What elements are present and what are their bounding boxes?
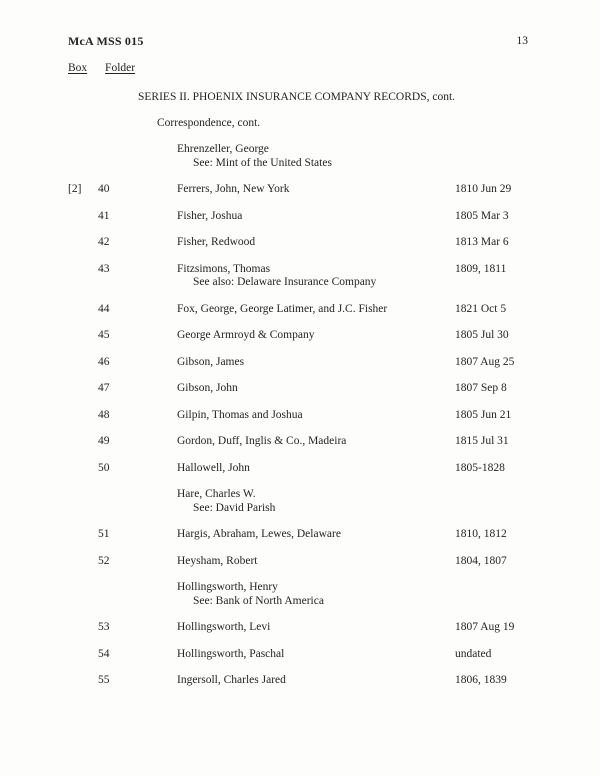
table-row — [68, 462, 568, 476]
table-row — [68, 329, 568, 343]
folder-cell — [98, 581, 177, 608]
entry-title: Gibson, James — [177, 355, 245, 368]
box-cell — [68, 674, 98, 688]
page-header — [68, 35, 528, 49]
box-cell — [68, 488, 98, 515]
entry-date: 1805 Mar 3 — [455, 209, 509, 222]
folder-number: 52 — [98, 554, 110, 567]
table-row — [68, 621, 568, 635]
table-row — [68, 555, 568, 569]
entry-title: Heysham, Robert — [177, 554, 258, 567]
entry-date: 1810 Jun 29 — [455, 183, 512, 195]
entry-title: George Armroyd & Company — [177, 329, 315, 341]
entry-title: Gilpin, Thomas and Joshua — [177, 408, 303, 421]
entry-title-cell — [177, 488, 455, 515]
box-number: [2] — [68, 183, 82, 195]
entry-date: 1804, 1807 — [455, 554, 507, 567]
entry-title: Gibson, John — [177, 382, 238, 394]
box-cell — [68, 382, 98, 396]
box-cell — [68, 581, 98, 608]
folder-number: 54 — [98, 647, 110, 660]
box-cell — [68, 143, 98, 170]
entry-title: Fox, George, George Latimer, and J.C. Fisher — [177, 302, 388, 315]
crossref-name: Ehrenzeller, George — [177, 143, 269, 155]
table-row — [68, 528, 568, 542]
box-cell — [68, 329, 98, 343]
box-cell — [68, 648, 98, 662]
entry-title-cell — [177, 581, 455, 608]
folder-cell — [98, 488, 177, 515]
table-row — [68, 435, 568, 449]
entry-title-cell — [177, 263, 455, 290]
table-row — [68, 356, 568, 370]
entry-date: 1815 Jul 31 — [455, 435, 509, 447]
entry-date: 1805 Jul 30 — [455, 329, 509, 341]
entry-title: Ferrers, John, New York — [177, 183, 290, 195]
folder-number: 41 — [98, 209, 110, 222]
entry-date: 1810, 1812 — [455, 528, 507, 540]
entry-title: Hargis, Abraham, Lewes, Delaware — [177, 528, 341, 540]
folder-number: 48 — [98, 408, 110, 421]
entry-date: 1806, 1839 — [455, 674, 507, 686]
crossref-name: Hollingsworth, Henry — [177, 581, 278, 593]
date-cell — [455, 488, 568, 515]
table-row — [68, 382, 568, 396]
folder-number: 45 — [98, 329, 110, 341]
entry-date: 1821 Oct 5 — [455, 302, 507, 315]
table-row — [68, 263, 568, 290]
entry-date: 1805-1828 — [455, 461, 505, 474]
cross-reference — [68, 143, 568, 170]
folder-number: 53 — [98, 621, 110, 633]
folder-cell — [98, 143, 177, 170]
page-number: 13 — [516, 35, 528, 47]
entry-title: Fisher, Redwood — [177, 236, 256, 248]
folder-number: 42 — [98, 236, 110, 248]
entry-title: Hollingsworth, Paschal — [177, 647, 285, 660]
entry-title: Hallowell, John — [177, 461, 250, 474]
folder-number: 43 — [98, 262, 110, 275]
folder-number: 51 — [98, 528, 110, 540]
box-cell — [68, 236, 98, 250]
column-header-box: Box — [68, 61, 88, 74]
entry-date: 1809, 1811 — [455, 262, 507, 275]
column-header-folder: Folder — [105, 61, 136, 74]
table-row — [68, 210, 568, 224]
table-row — [68, 409, 568, 423]
box-cell — [68, 435, 98, 449]
date-cell — [455, 143, 568, 170]
table-row — [68, 674, 568, 688]
cross-reference — [68, 488, 568, 515]
folder-number: 55 — [98, 674, 110, 686]
cross-reference — [68, 581, 568, 608]
entry-date: 1807 Aug 25 — [455, 355, 515, 368]
entry-title: Fitzsimons, Thomas — [177, 262, 271, 275]
folder-number: 44 — [98, 302, 110, 315]
table-row — [68, 303, 568, 317]
box-cell — [68, 356, 98, 370]
see-note: See: David Parish — [193, 501, 276, 514]
box-cell — [68, 409, 98, 423]
box-cell — [68, 462, 98, 476]
entry-date: 1807 Aug 19 — [455, 621, 515, 633]
entry-title: Hollingsworth, Levi — [177, 621, 271, 633]
see-note: See: Bank of North America — [193, 594, 324, 607]
box-cell — [68, 555, 98, 569]
see-note: See: Mint of the United States — [193, 156, 332, 169]
box-cell — [68, 303, 98, 317]
entry-title: Ingersoll, Charles Jared — [177, 674, 286, 686]
folder-number: 50 — [98, 461, 110, 474]
table-row — [68, 183, 568, 197]
folder-number: 47 — [98, 382, 110, 394]
box-cell — [68, 263, 98, 290]
date-cell — [455, 581, 568, 608]
box-cell — [68, 210, 98, 224]
entry-date: 1807 Sep 8 — [455, 382, 507, 394]
entry-title: Fisher, Joshua — [177, 209, 243, 222]
subsection-heading: Correspondence, cont. — [157, 116, 261, 129]
table-row — [68, 648, 568, 662]
entry-date: 1805 Jun 21 — [455, 408, 512, 421]
box-cell — [68, 528, 98, 542]
see-note: See also: Delaware Insurance Company — [193, 276, 377, 288]
series-heading: SERIES II. PHOENIX INSURANCE COMPANY RECORDS, cont. — [138, 91, 456, 103]
entry-title: Gordon, Duff, Inglis & Co., Madeira — [177, 435, 347, 447]
entry-date: 1813 Mar 6 — [455, 236, 509, 248]
table-row — [68, 236, 568, 250]
entry-date: undated — [455, 647, 492, 660]
folder-number: 40 — [98, 183, 110, 195]
column-headers — [68, 62, 580, 76]
collection-id: McA MSS 015 — [68, 34, 144, 48]
entry-title-cell — [177, 143, 455, 170]
crossref-name: Hare, Charles W. — [177, 488, 256, 500]
box-cell — [68, 621, 98, 635]
folder-number: 49 — [98, 435, 110, 447]
folder-number: 46 — [98, 355, 110, 368]
